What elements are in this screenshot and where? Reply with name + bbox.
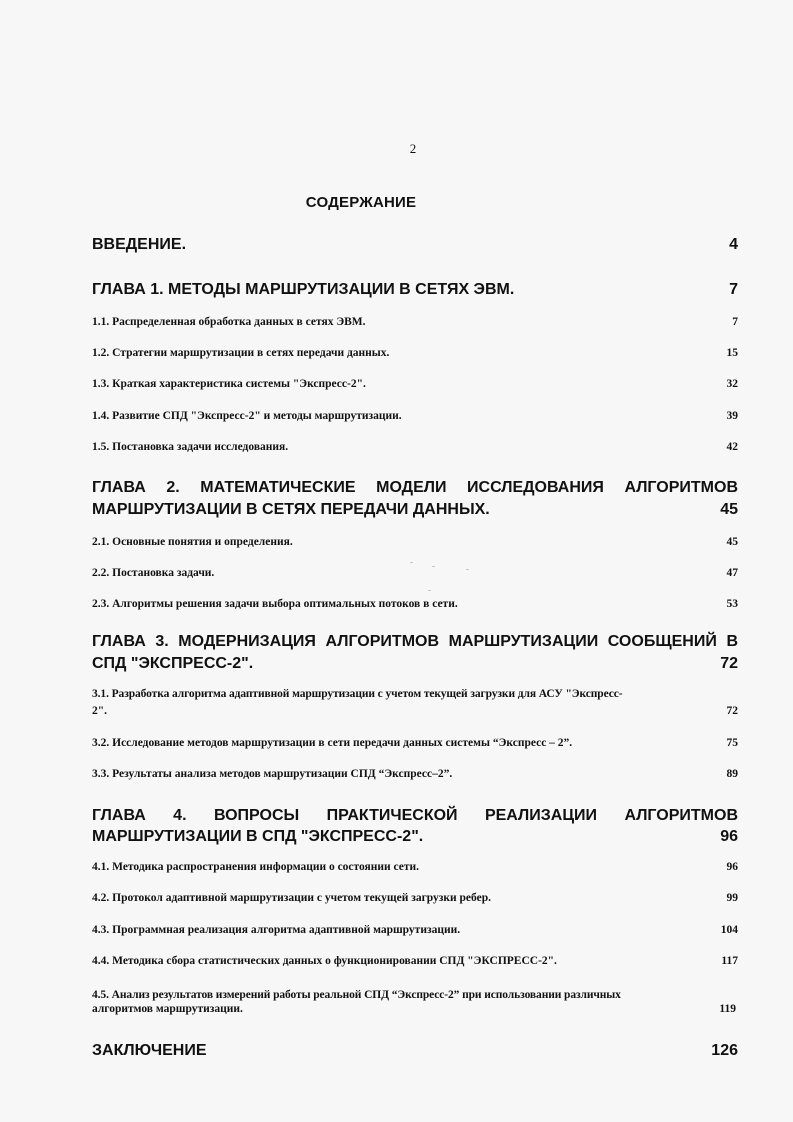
toc-section-page: 99 — [726, 892, 738, 904]
toc-section-page: 15 — [726, 347, 738, 359]
toc-section-label: 1.2. Стратегии маршрутизации в сетях передачи данных. — [92, 347, 390, 359]
toc-section — [92, 768, 738, 780]
toc-section-page: 96 — [726, 861, 738, 873]
toc-section — [92, 347, 738, 359]
toc-section-page: 89 — [726, 768, 738, 780]
toc-section-page: 45 — [726, 536, 738, 548]
toc-chapter-2-line2: МАРШРУТИЗАЦИИ В СЕТЯХ ПЕРЕДАЧИ ДАННЫХ. — [92, 501, 490, 518]
toc-section-label: 2". — [92, 705, 108, 717]
toc-section-label: 4.1. Методика распространения информации о состоянии сети. — [92, 861, 420, 873]
toc-conclusion — [92, 1042, 738, 1060]
scan-speck — [428, 590, 431, 591]
toc-conclusion-page: 126 — [711, 1042, 738, 1059]
toc-section-page: 75 — [726, 737, 738, 749]
toc-section-label: 1.4. Развитие СПД "Экспресс-2" и методы маршрутизации. — [92, 410, 402, 422]
toc-section — [92, 861, 738, 873]
toc-section-page: 7 — [732, 316, 738, 328]
toc-section — [92, 410, 738, 422]
toc-intro-label: ВВЕДЕНИЕ. — [92, 236, 187, 253]
toc-chapter-2-line1: ГЛАВА 2. МАТЕМАТИЧЕСКИЕ МОДЕЛИ ИССЛЕДОВАНИЯ АЛГОРИТМОВ — [92, 479, 738, 496]
toc-chapter-3-line1: ГЛАВА 3. МОДЕРНИЗАЦИЯ АЛГОРИТМОВ МАРШРУТИЗАЦИИ СООБЩЕНИЙ В — [92, 633, 738, 650]
toc-section — [92, 924, 738, 936]
toc-chapter-3-page: 72 — [720, 655, 738, 672]
toc-section-label: алгоритмов маршрутизации. — [92, 1003, 243, 1015]
toc-section — [92, 892, 738, 904]
toc-section — [92, 378, 738, 390]
toc-section-label: 1.3. Краткая характеристика системы "Экспресс-2". — [92, 378, 366, 390]
toc-chapter-1-label: ГЛАВА 1. МЕТОДЫ МАРШРУТИЗАЦИИ В СЕТЯХ ЭВМ. — [92, 281, 515, 298]
toc-chapter-1-page: 7 — [729, 281, 738, 298]
toc-section — [92, 737, 738, 749]
toc-conclusion-label: ЗАКЛЮЧЕНИЕ — [92, 1042, 207, 1059]
toc-section — [92, 316, 738, 328]
toc-section-label: 2.1. Основные понятия и определения. — [92, 536, 293, 548]
toc-chapter-3 — [92, 655, 738, 673]
toc-section — [92, 598, 738, 610]
toc-chapter-3-line2: СПД "ЭКСПРЕСС-2". — [92, 655, 254, 672]
toc-section-page: 32 — [726, 378, 738, 390]
toc-section-line1: 4.5. Анализ результатов измерений работы реальной СПД “Экспресс-2” при использовании различных — [92, 989, 621, 1001]
toc-section-page: 47 — [726, 567, 738, 579]
toc-section-label: 3.3. Результаты анализа методов маршрутизации СПД “Экспресс–2”. — [92, 768, 453, 780]
toc-section-label: 3.2. Исследование методов маршрутизации в сети передачи данных системы “Экспресс – 2”. — [92, 737, 573, 749]
page-number: 2 — [409, 141, 417, 156]
page-title: СОДЕРЖАНИЕ — [305, 194, 417, 211]
toc-intro-page: 4 — [729, 236, 738, 253]
scan-speck — [410, 562, 413, 563]
toc-section — [92, 1003, 738, 1015]
toc-section — [92, 955, 738, 967]
toc-section-label: 4.4. Методика сбора статистических данных о функционировании СПД "ЭКСПРЕСС-2". — [92, 955, 557, 967]
toc-section-page: 72 — [726, 705, 738, 717]
toc-section-page: 39 — [726, 410, 738, 422]
toc-section-label: 4.3. Программная реализация алгоритма адаптивной маршрутизации. — [92, 924, 461, 936]
toc-section-line1: 3.1. Разработка алгоритма адаптивной маршрутизации с учетом текущей загрузки для АСУ "Экспресс- — [92, 688, 623, 700]
toc-section-page: 104 — [720, 924, 738, 936]
toc-chapter-4-line2: МАРШРУТИЗАЦИИ В СПД "ЭКСПРЕСС-2". — [92, 828, 424, 845]
toc-section — [92, 441, 738, 453]
toc-chapter-4 — [92, 828, 738, 846]
toc-chapter-1 — [92, 281, 738, 299]
toc-chapter-4-page: 96 — [720, 828, 738, 845]
toc-section — [92, 567, 738, 579]
scan-speck — [432, 566, 435, 567]
toc-chapter-4-line1: ГЛАВА 4. ВОПРОСЫ ПРАКТИЧЕСКОЙ РЕАЛИЗАЦИИ АЛГОРИТМОВ — [92, 807, 738, 824]
toc-chapter-2-page: 45 — [720, 501, 738, 518]
toc-section-label: 1.1. Распределенная обработка данных в сетях ЭВМ. — [92, 316, 366, 328]
toc-section-label: 2.3. Алгоритмы решения задачи выбора оптимальных потоков в сети. — [92, 598, 458, 610]
toc-section-page: 117 — [721, 955, 738, 967]
toc-intro — [92, 236, 738, 254]
toc-section-page: 53 — [726, 598, 738, 610]
toc-section-page: 119 — [719, 1003, 736, 1015]
toc-section-label: 4.2. Протокол адаптивной маршрутизации с учетом текущей загрузки ребер. — [92, 892, 492, 904]
toc-section-page: 42 — [726, 441, 738, 453]
toc-chapter-2 — [92, 501, 738, 519]
scan-speck — [466, 569, 469, 570]
toc-section-label: 1.5. Постановка задачи исследования. — [92, 441, 289, 453]
toc-section — [92, 536, 738, 548]
toc-section — [92, 705, 738, 717]
toc-section-label: 2.2. Постановка задачи. — [92, 567, 215, 579]
